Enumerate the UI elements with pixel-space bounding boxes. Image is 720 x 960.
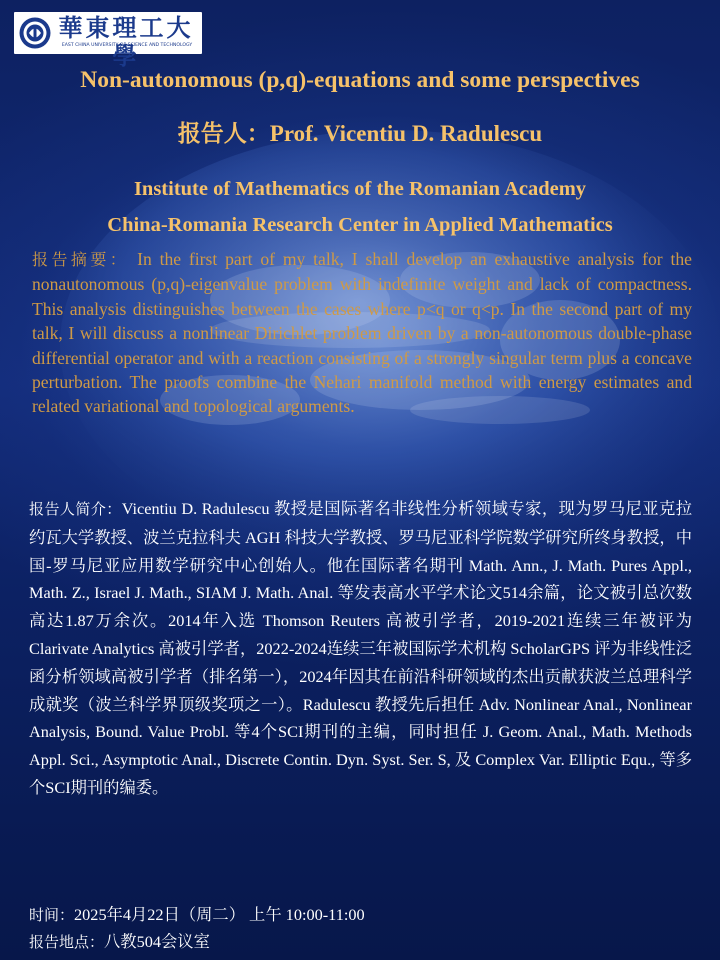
abstract-label: 报告摘要： [32, 250, 130, 269]
speaker-bio-paragraph [29, 495, 692, 802]
bio-text: Vicentiu D. Radulescu 教授是国际著名非线性分析领域专家，现为罗马尼亚克拉约瓦大学教授、波兰克拉科夫 AGH 科技大学教授、罗马尼亚科学院数学研究所终身教授，中国-罗马尼亚应用数学研究中心创始人。他在国际著名期刊 Math. Ann., J. Math. Pures Appl., Math. Z., Israel J. Math., SIAM J. Math. Anal. 等发表高水平学术论文514余篇，论文被引总次数高达1.87万余次。2014年入选 Thomson Reuters 高被引学者，2019-2021连续三年被评为 Clarivate Analytics 高被引学者，2022-2024连续三年被国际学术机构 ScholarGPS 评为非线性泛函分析领域高被引学者（排名第一），2024年因其在前沿科研领域的杰出贡献获波兰总理科学成就奖（波兰科学界顶级奖项之一）。Radulescu 教授先后担任 Adv. Nonlinear Anal., Nonlinear Analysis, Bound. Value Probl. 等4个SCI期刊的主编，同时担任 J. Geom. Anal., Math. Methods Appl. Sci., Asymptotic Anal., Discrete Contin. Dyn. Syst. Ser. S, 及 Complex Var. Elliptic Equ., 等多个SCI期刊的编委。 [29, 499, 692, 797]
university-logo [14, 12, 202, 70]
speaker-name: Prof. Vicentiu D. Radulescu [269, 121, 543, 146]
speaker-line [0, 118, 720, 150]
institution-line: Institute of Mathematics of the Romanian Academy [133, 178, 587, 200]
logo-english-name: EAST CHINA UNIVERSITY OF SCIENCE AND TECHNOLOGY [61, 43, 193, 48]
abstract-text: In the first part of my talk, I shall develop an exhaustive analysis for the nonautonomous (p,q)-eigenvalue problem with indefinite weight and lack of compactness. This analysis distinguishes between the cases where p<q or q<p. In the second part of my talk, I will discuss a nonlinear Dirichlet problem driven by a non-autonomous double-phase differential operator and with a reaction consisting of a strongly singular term plus a concave perturbation. The proofs combine the Nehari manifold method with energy estimates and related variational and topological arguments. [32, 249, 692, 417]
time-line [29, 903, 365, 927]
venue-label: 报告地点： [29, 933, 105, 951]
bio-label: 报告人简介： [29, 500, 122, 518]
speaker-label: 报告人： [177, 121, 270, 146]
time-value: 2025年4月22日（周二） 上午 10:00-11:00 [74, 905, 365, 924]
time-label: 时间： [29, 906, 75, 924]
university-emblem-icon [18, 15, 52, 51]
venue-value: 八教504会议室 [104, 932, 210, 951]
talk-title: Non-autonomous (p,q)-equations and some perspectives [80, 67, 640, 93]
abstract-paragraph [32, 247, 692, 419]
venue-line [29, 930, 210, 954]
institution-line: China-Romania Research Center in Applied Mathematics [107, 214, 613, 236]
logo-chinese-name: 華東理工大學 [58, 13, 194, 70]
